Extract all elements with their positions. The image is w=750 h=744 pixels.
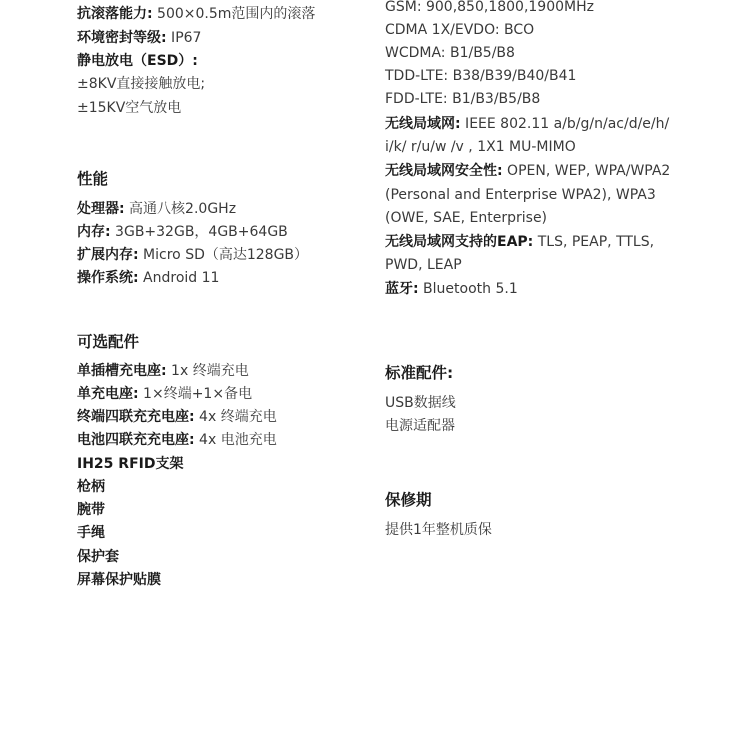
optional-row-quad-battery-cradle: 电池四联充充电座: 4x 电池充电 xyxy=(77,432,277,448)
spec-wlan-continued: i/k/ r/u/w /v , 1X1 MU-MIMO xyxy=(385,139,576,155)
spec-tdd-lte: TDD-LTE: B38/B39/B40/B41 xyxy=(385,68,577,84)
performance-heading: 性能 xyxy=(77,170,109,188)
optional-item-hand-strap: 手绳 xyxy=(77,525,105,541)
optional-row-quad-terminal-cradle: 终端四联充充电座: 4x 终端充电 xyxy=(77,409,277,425)
spec-row-esd: 静电放电（ESD）: xyxy=(77,53,198,69)
spec-wlan-security-cont-2: (OWE, SAE, Enterprise) xyxy=(385,210,548,226)
spec-row-wlan-security: 无线局域网安全性: OPEN, WEP, WPA/WPA2 xyxy=(385,163,671,179)
spec-wcdma: WCDMA: B1/B5/B8 xyxy=(385,45,515,61)
spec-row-expansion: 扩展内存: Micro SD（高达128GB） xyxy=(77,247,309,263)
spec-fdd-lte: FDD-LTE: B1/B3/B5/B8 xyxy=(385,91,541,107)
warranty-heading: 保修期 xyxy=(385,491,432,509)
spec-row-memory: 内存: 3GB+32GB，4GB+64GB xyxy=(77,224,288,240)
standard-accessories-heading: 标准配件: xyxy=(385,364,454,382)
spec-row-os: 操作系统: Android 11 xyxy=(77,270,220,286)
standard-item-power-adapter: 电源适配器 xyxy=(385,418,455,434)
spec-gsm: GSM: 900,850,1800,1900MHz xyxy=(385,0,594,15)
esd-air-line: ±15KV空气放电 xyxy=(77,100,182,116)
optional-item-wrist-strap: 腕带 xyxy=(77,502,105,518)
spec-row-sealing: 环境密封等级: IP67 xyxy=(77,30,202,46)
spec-row-bluetooth: 蓝牙: Bluetooth 5.1 xyxy=(385,281,518,297)
warranty-text: 提供1年整机质保 xyxy=(385,522,492,538)
esd-contact-line: ±8KV直接接触放电; xyxy=(77,76,206,92)
optional-item-pistol-grip: 枪柄 xyxy=(77,479,105,495)
optional-item-screen-protector: 屏幕保护贴膜 xyxy=(77,572,161,588)
spec-row-wlan: 无线局域网: IEEE 802.11 a/b/g/n/ac/d/e/h/ xyxy=(385,116,670,132)
spec-row-processor: 处理器: 高通八核2.0GHz xyxy=(77,201,237,217)
spec-cdma: CDMA 1X/EVDO: BCO xyxy=(385,22,535,38)
optional-row-single-cradle: 单充电座: 1×终端+1×备电 xyxy=(77,386,253,402)
spec-wlan-eap-cont: PWD, LEAP xyxy=(385,257,462,273)
optional-item-protective-case: 保护套 xyxy=(77,549,119,565)
optional-row-single-slot-cradle: 单插槽充电座: 1x 终端充电 xyxy=(77,363,249,379)
optional-accessories-heading: 可选配件 xyxy=(77,333,140,351)
standard-item-usb-cable: USB数据线 xyxy=(385,395,456,411)
spec-row-drop-resistance: 抗滚落能力: 500×0.5m范围内的滚落 xyxy=(77,6,316,22)
spec-wlan-security-cont-1: (Personal and Enterprise WPA2), WPA3 xyxy=(385,187,656,203)
spec-row-wlan-eap: 无线局域网支持的EAP: TLS, PEAP, TTLS, xyxy=(385,234,655,250)
optional-item-rfid-holder: IH25 RFID支架 xyxy=(77,456,184,472)
